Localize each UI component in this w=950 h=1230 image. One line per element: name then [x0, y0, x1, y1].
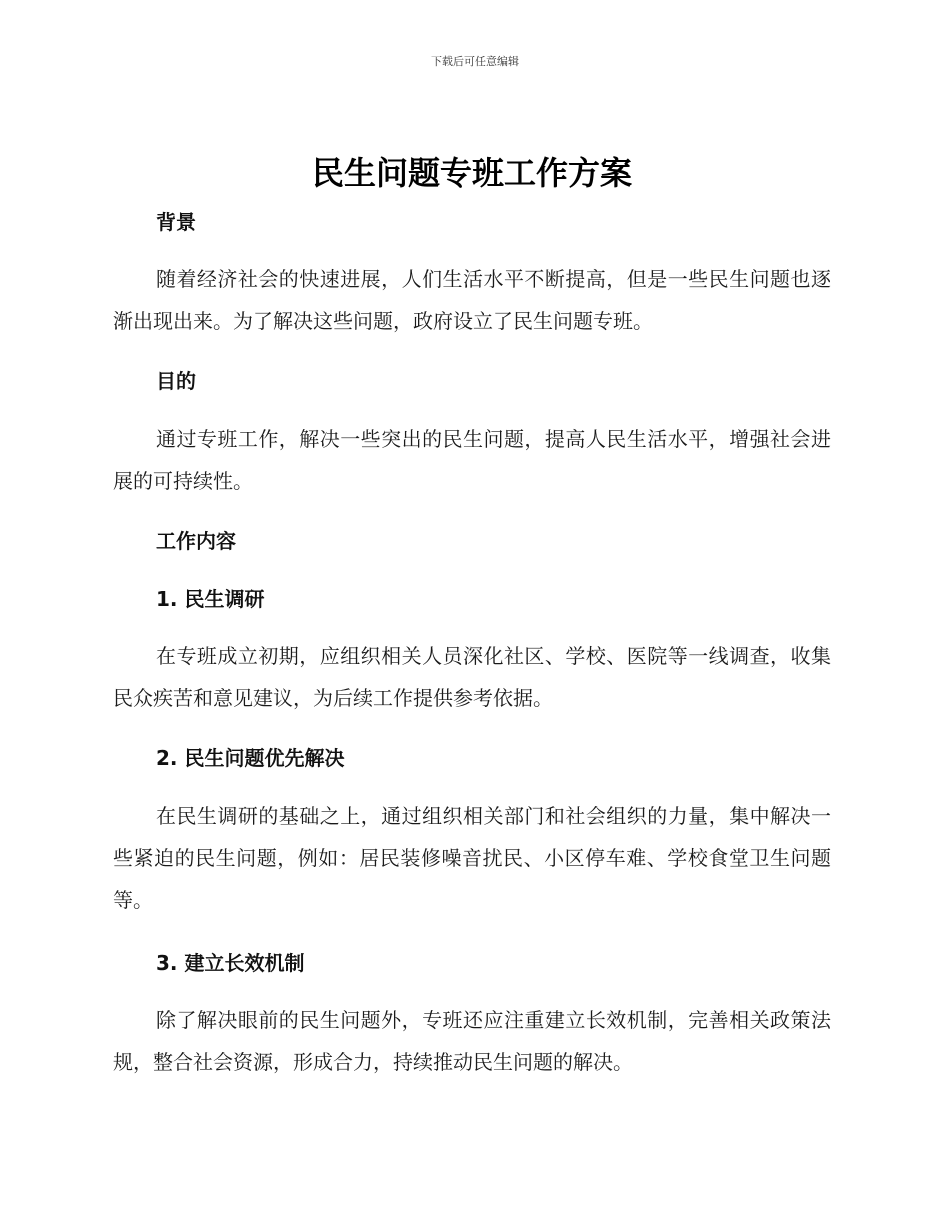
- section-heading-purpose: 目的: [156, 369, 196, 393]
- item-heading-mechanism: 3. 建立长效机制: [156, 951, 305, 975]
- item-text-research: 在专班成立初期，应组织相关人员深化社区、学校、医院等一线调查，收集民众疾苦和意见建议，为后续工作提供参考依据。: [113, 644, 831, 710]
- item-heading-priority: 2. 民生问题优先解决: [156, 746, 345, 770]
- item-heading-research: 1. 民生调研: [156, 587, 265, 611]
- section-text-purpose: 通过专班工作，解决一些突出的民生问题，提高人民生活水平，增强社会进展的可持续性。: [113, 427, 831, 493]
- header-note: 下载后可任意编辑: [431, 55, 519, 68]
- item-text-mechanism: 除了解决眼前的民生问题外，专班还应注重建立长效机制，完善相关政策法规，整合社会资源，形成合力，持续推动民生问题的解决。: [113, 1008, 831, 1074]
- section-heading-work-content: 工作内容: [156, 529, 236, 553]
- document-title: 民生问题专班工作方案: [311, 154, 632, 192]
- item-text-priority: 在民生调研的基础之上，通过组织相关部门和社会组织的力量，集中解决一些紧迫的民生问题，例如：居民装修噪音扰民、小区停车难、学校食堂卫生问题等。: [113, 804, 831, 912]
- section-heading-background: 背景: [156, 210, 196, 234]
- section-text-background: 随着经济社会的快速进展，人们生活水平不断提高，但是一些民生问题也逐渐出现出来。为了解决这些问题，政府设立了民生问题专班。: [113, 267, 831, 333]
